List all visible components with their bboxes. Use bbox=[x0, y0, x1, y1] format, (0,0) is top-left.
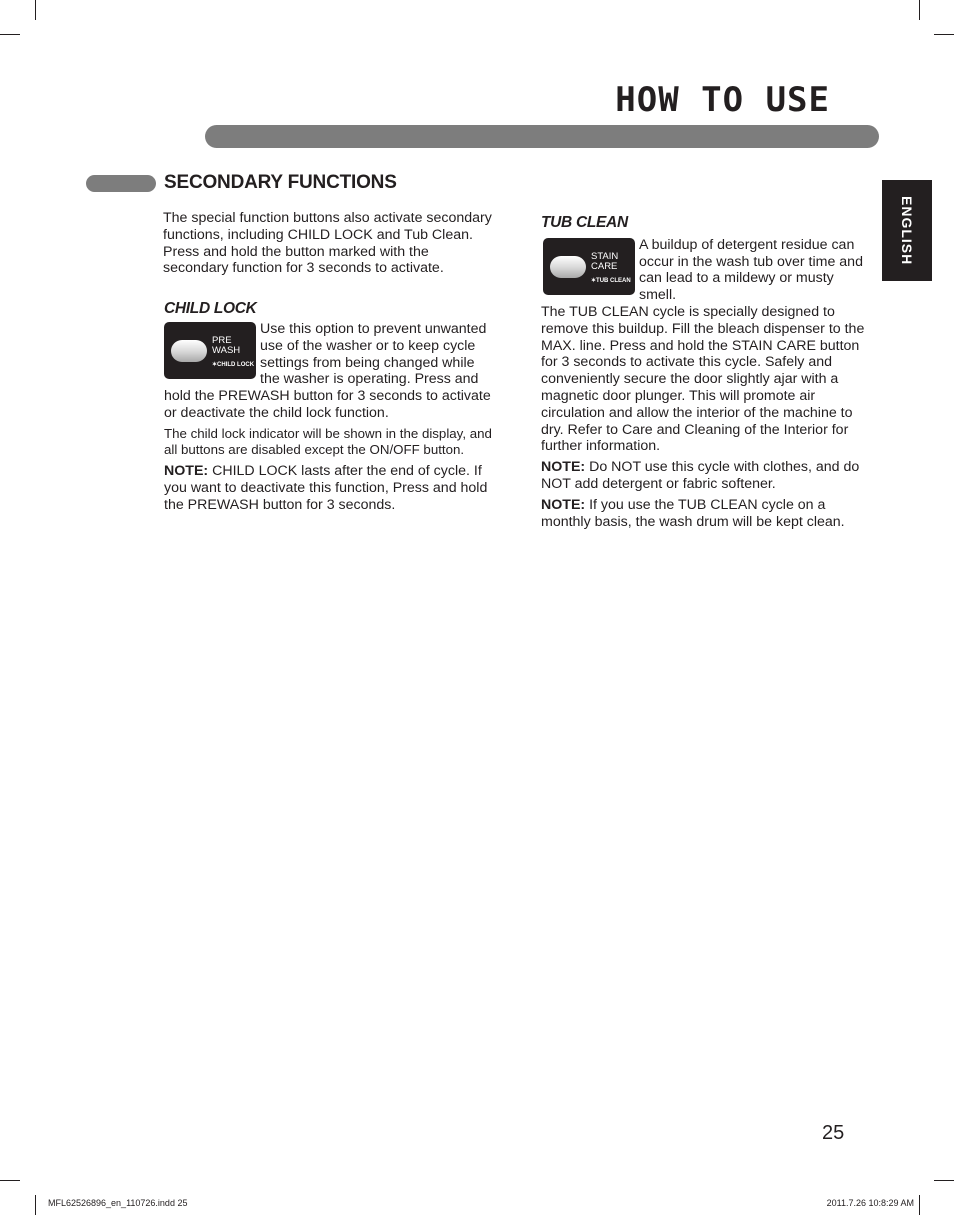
crop-mark bbox=[35, 0, 36, 20]
crop-mark bbox=[919, 0, 920, 20]
section-marker bbox=[86, 175, 156, 192]
button-secondary-label: ✶CHILD LOCK bbox=[212, 361, 255, 368]
stain-care-button-image bbox=[543, 238, 635, 295]
crop-mark bbox=[35, 1195, 36, 1215]
child-lock-heading: CHILD LOCK bbox=[164, 300, 257, 318]
left-column bbox=[163, 210, 493, 513]
button-secondary-label: ✶TUB CLEAN bbox=[591, 277, 631, 284]
child-lock-indicator-text: The child lock indicator will be shown in the display, and all buttons are disabled except the ON/OFF button. bbox=[164, 425, 492, 458]
button-pill-icon bbox=[550, 256, 586, 278]
crop-mark bbox=[934, 1180, 954, 1181]
page-header-title: HOW TO USE bbox=[615, 80, 830, 120]
child-lock-body: Use this option to prevent unwanted use of the washer or to keep cycle settings from being changed while the washer is operating. Press and hold the PREWASH button for 3 seconds to activate or deactivate the child lock function. bbox=[164, 320, 491, 421]
intro-paragraph: The special function buttons also activate secondary functions, including CHILD LOCK and Tub Clean. Press and hold the button marked with the secondary function for 3 seconds to activate. bbox=[163, 210, 492, 277]
button-label: PRE WASH bbox=[212, 334, 241, 356]
child-lock-note bbox=[164, 463, 493, 513]
tub-clean-note-1 bbox=[541, 459, 871, 493]
note-text: If you use the TUB CLEAN cycle on a monthly basis, the wash drum will be kept clean. bbox=[541, 496, 845, 530]
right-column bbox=[541, 215, 871, 530]
language-tab bbox=[882, 180, 932, 281]
tub-clean-heading: TUB CLEAN bbox=[541, 214, 628, 231]
footer-timestamp: 2011.7.26 10:8:29 AM bbox=[826, 1198, 914, 1208]
crop-mark bbox=[0, 1180, 20, 1181]
section-heading: SECONDARY FUNCTIONS bbox=[164, 172, 397, 193]
crop-mark bbox=[0, 34, 20, 35]
page-number: 25 bbox=[822, 1122, 845, 1144]
crop-mark bbox=[934, 34, 954, 35]
button-pill-icon bbox=[171, 340, 207, 362]
language-tab-label: ENGLISH bbox=[899, 195, 915, 266]
note-text: Do NOT use this cycle with clothes, and do NOT add detergent or fabric softener. bbox=[541, 459, 860, 492]
header-bar bbox=[205, 125, 879, 148]
prewash-button-image bbox=[164, 322, 256, 379]
tub-clean-body-1: A buildup of detergent residue can occur in the wash tub over time and can lead to a mildewy or musty smell. bbox=[639, 236, 863, 304]
button-label: STAIN CARE bbox=[591, 250, 619, 272]
tub-clean-body-2: The TUB CLEAN cycle is specially designed to remove this buildup. Fill the bleach dispenser to the MAX. line. Press and hold the STAIN CARE button for 3 seconds to activate this cycle. Safely and conveniently secure the door slightly ajar with a magnetic door plunger. This will promote air circulation and allow the interior of the machine to dry. Refer to Care and Cleaning of the Interior for further information. bbox=[541, 303, 865, 455]
note-label: NOTE: bbox=[164, 462, 209, 479]
note-text: CHILD LOCK lasts after the end of cycle. If you want to deactivate this function, Press and hold the PREWASH button for 3 seconds. bbox=[164, 462, 488, 513]
note-label: NOTE: bbox=[541, 496, 586, 513]
footer-file-info: MFL62526896_en_110726.indd 25 bbox=[48, 1198, 188, 1208]
crop-mark bbox=[919, 1195, 920, 1215]
note-label: NOTE: bbox=[541, 459, 586, 476]
tub-clean-note-2 bbox=[541, 497, 871, 531]
